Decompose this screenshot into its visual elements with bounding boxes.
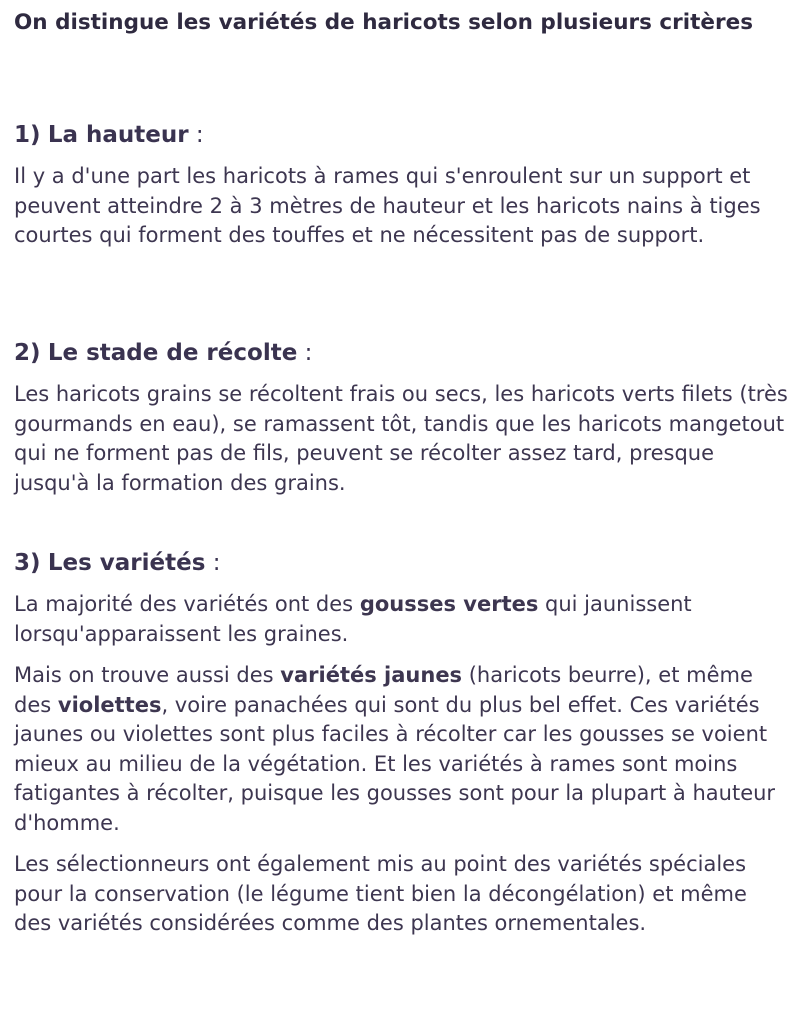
- paragraph-text: Il y a d'une part les haricots à rames qui s'enroulent sur un support et peuvent atteindre 2 à 3 mètres de hauteur et les haricots nains à tiges courtes qui forment des touffes et ne nécessitent pas de support.: [14, 164, 761, 247]
- paragraph-text: Mais on trouve aussi des: [14, 663, 281, 687]
- paragraph-text: Les sélectionneurs ont également mis au point des variétés spéciales pour la conservation (le légume tient bien la décongélation) et même des variétés considérées comme des plantes ornementales.: [14, 852, 747, 935]
- section-heading: [14, 338, 790, 368]
- paragraph: [14, 850, 790, 939]
- paragraph: [14, 661, 790, 838]
- section-colon: :: [195, 122, 204, 148]
- section-colon: :: [212, 550, 221, 576]
- section-varietes: [14, 548, 790, 951]
- section-heading: [14, 548, 790, 578]
- section-title: Les variétés: [47, 550, 206, 576]
- emphasis-gousses-vertes: gousses vertes: [359, 592, 539, 616]
- section-title: La hauteur: [47, 122, 189, 148]
- emphasis-varietes-jaunes: variétés jaunes: [280, 663, 463, 687]
- document-title: On distingue les variétés de haricots selon plusieurs critères: [14, 10, 753, 35]
- section-hauteur: [14, 120, 790, 263]
- emphasis-violettes: violettes: [57, 692, 162, 717]
- section-stade-recolte: [14, 338, 790, 510]
- document-page: [14, 8, 790, 935]
- paragraph: [14, 590, 790, 649]
- paragraph-text: Les haricots grains se récoltent frais ou secs, les haricots verts filets (très gourmands en eau), se ramassent tôt, tandis que les haricots mangetout qui ne forment pas de fils, peuvent se récolter assez tard, presque jusqu'à la formation des grains.: [14, 382, 788, 495]
- section-title: Le stade de récolte: [47, 340, 298, 366]
- section-number: 1): [14, 122, 41, 148]
- paragraph-text: qui jaunissent lorsqu'apparaissent les graines.: [14, 592, 692, 646]
- paragraph: [14, 162, 790, 251]
- section-heading: [14, 120, 790, 150]
- section-number: 2): [14, 340, 41, 366]
- section-number: 3): [14, 550, 41, 576]
- paragraph-text: , voire panachées qui sont du plus bel effet. Ces variétés jaunes ou violettes sont plus faciles à récolter car les gousses se voient mieux au milieu de la végétation. Et les variétés à rames sont moins fatigantes à récolter, puisque les gousses sont pour la plupart à hauteur d'homme.: [14, 692, 776, 835]
- paragraph: [14, 380, 790, 498]
- paragraph-text: La majorité des variétés ont des: [14, 592, 360, 616]
- paragraph-text: (haricots beurre), et même des: [14, 663, 753, 717]
- section-colon: :: [304, 340, 313, 366]
